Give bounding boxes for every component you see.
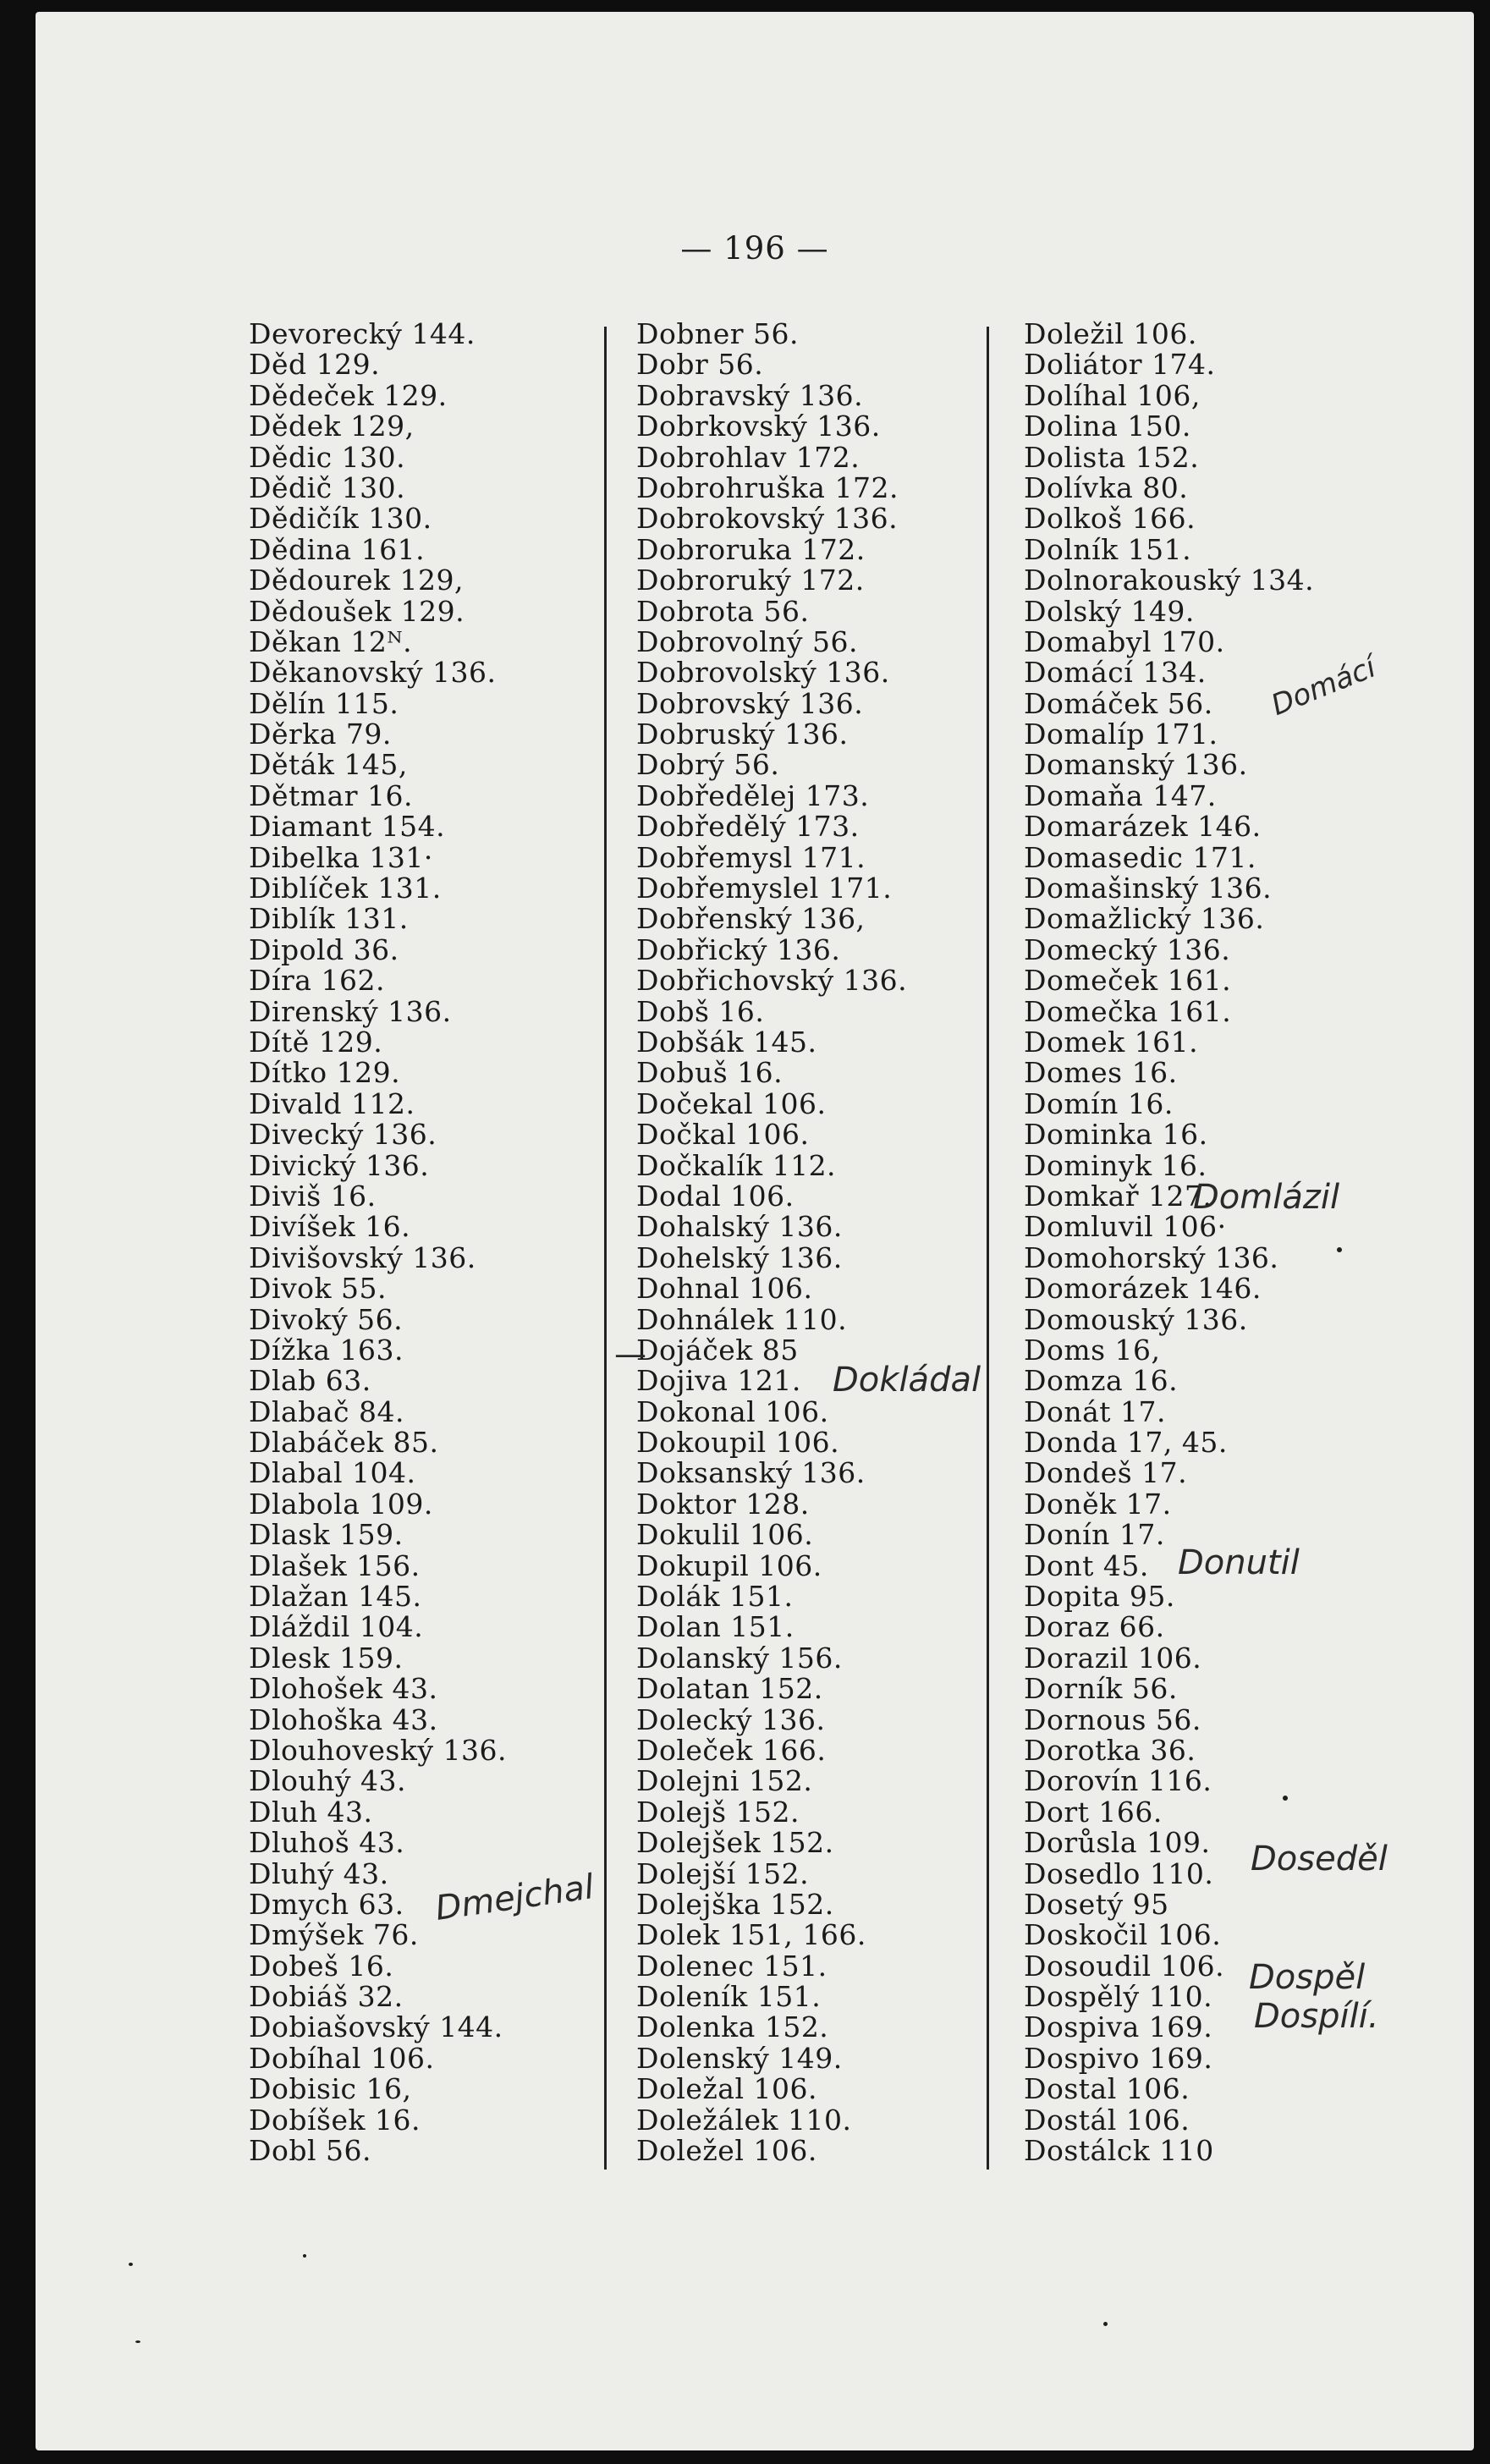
name-entry: Dosedlo 110. [1024, 1856, 1214, 1890]
name-entry: Domasedic 171. [1024, 840, 1256, 874]
name-entry: Dolejni 152. [636, 1764, 813, 1798]
name-entry: Dobšák 145. [636, 1025, 817, 1059]
name-entry: Dluh 43. [249, 1795, 373, 1829]
name-entry: Dobl 56. [249, 2134, 371, 2168]
name-entry: Dohnal 106. [636, 1272, 813, 1306]
name-entry: Dobrota 56. [636, 594, 810, 628]
name-entry: Dočkalík 112. [636, 1148, 837, 1182]
handwritten-note-dosedel: Doseděl [1251, 1840, 1388, 1878]
name-entry: Domabyl 170. [1024, 624, 1225, 658]
name-entry: Dobředělej 173. [636, 778, 870, 812]
name-entry: Dopita 95. [1024, 1580, 1175, 1614]
name-entry: Dipold 36. [249, 932, 399, 966]
name-entry: Dokulil 106. [636, 1518, 814, 1552]
name-entry: Doležálek 110. [636, 2103, 852, 2137]
name-entry: Dobrovolský 136. [636, 656, 890, 690]
name-entry: Domaňa 147. [1024, 778, 1217, 812]
name-entry: Divíšek 16. [249, 1210, 411, 1244]
name-entry: Divoký 56. [249, 1302, 404, 1336]
name-entry: Dolejš 152. [636, 1795, 800, 1829]
name-entry: Dmych 63. [249, 1887, 404, 1921]
name-entry: Domecký 136. [1024, 932, 1231, 966]
name-entry: Dorovín 116. [1024, 1764, 1212, 1798]
name-entry: Domašinský 136. [1024, 872, 1273, 905]
name-entry: Dominyk 16. [1024, 1148, 1207, 1182]
name-entry: Dobrovský 136. [636, 686, 864, 720]
name-entry: Dítko 129. [249, 1056, 401, 1090]
handwritten-note-dmejchal: Dmejchal [432, 1867, 597, 1928]
name-entry: Doliátor 174. [1024, 348, 1216, 382]
name-entry: Dlabač 84. [249, 1394, 404, 1428]
name-entry: Dohalský 136. [636, 1210, 843, 1244]
name-entry: Diblík 131. [249, 902, 409, 936]
name-entry: Dětmar 16. [249, 778, 413, 812]
name-entry: Dlask 159. [249, 1518, 404, 1552]
ink-speck [135, 2340, 140, 2343]
name-entry: Dolkoš 166. [1024, 502, 1196, 536]
name-entry: Dobíšek 16. [249, 2103, 421, 2137]
name-entry: Dmýšek 76. [249, 1918, 419, 1952]
handwritten-note-dokladal: Dokládal [833, 1361, 981, 1400]
name-entry: Dorůsla 109. [1024, 1826, 1211, 1860]
name-entry: Dědina 161. [249, 532, 426, 566]
name-entry: Domín 16. [1024, 1086, 1174, 1120]
name-entry: Dlohoška 43. [249, 1702, 438, 1736]
ink-speck [1283, 1796, 1288, 1801]
name-entry: Doms 16, [1024, 1333, 1161, 1367]
name-entry: Dolenka 152. [636, 2010, 829, 2044]
name-entry: Domkař 127. [1024, 1179, 1212, 1213]
name-entry: Dokupil 106. [636, 1548, 822, 1582]
name-entry: Doležel 106. [636, 2134, 817, 2168]
name-entry: Dlouhoveský 136. [249, 1733, 507, 1767]
name-entry: Divický 136. [249, 1148, 430, 1182]
name-entry: Dobner 56. [636, 317, 799, 350]
name-entry: Dobrohlav 172. [636, 440, 860, 474]
name-entry: Dolista 152. [1024, 440, 1200, 474]
name-entry: Dědoušek 129. [249, 594, 465, 628]
name-entry: Dobřemyslel 171. [636, 872, 893, 905]
name-entry: Dolenec 151. [636, 1949, 827, 1983]
ink-speck [129, 2263, 133, 2266]
name-entry: Dědič 130. [249, 470, 406, 504]
name-entry: Domalíp 171. [1024, 718, 1218, 751]
name-entry: Doleček 166. [636, 1733, 827, 1767]
name-entry: Donda 17, 45. [1024, 1426, 1228, 1460]
name-column-3 [1024, 319, 1421, 2166]
name-entry: Děták 145, [249, 748, 408, 782]
name-entry: Divok 55. [249, 1272, 387, 1306]
scanned-page [36, 12, 1474, 2450]
name-entry: Dolíhal 106, [1024, 378, 1201, 412]
name-entry: Dokoupil 106. [636, 1426, 840, 1460]
name-entry: Dluhoš 43. [249, 1826, 405, 1860]
name-entry: Dospiva 169. [1024, 2010, 1213, 2044]
name-entry: Dohnálek 110. [636, 1302, 848, 1336]
name-entry: Dlesk 159. [249, 1641, 404, 1675]
name-entry: Děd 129. [249, 348, 381, 382]
name-entry: Dluhý 43. [249, 1856, 389, 1890]
name-entry: Direnský 136. [249, 994, 452, 1028]
name-entry: Dolák 151. [636, 1580, 794, 1614]
name-entry: Domluvil 106· [1024, 1210, 1227, 1244]
name-entry: Dokonal 106. [636, 1394, 829, 1428]
name-entry: Dolnorakouský 134. [1024, 564, 1315, 597]
name-entry: Dočekal 106. [636, 1086, 827, 1120]
name-entry: Dobisic 16, [249, 2072, 412, 2106]
name-entry: Dorazil 106. [1024, 1641, 1202, 1675]
name-entry: Dobiašovský 144. [249, 2010, 503, 2044]
name-entry: Dosetý 95 [1024, 1887, 1169, 1921]
handwritten-dash: — [614, 1335, 646, 1372]
name-entry: Dobrokovský 136. [636, 502, 899, 536]
name-entry: Dobš 16. [636, 994, 765, 1028]
name-entry: Dědičík 130. [249, 502, 432, 536]
name-entry: Díra 162. [249, 964, 385, 998]
name-entry: Dolenský 149. [636, 2041, 843, 2075]
name-entry: Děkan 12ᴺ. [249, 624, 413, 658]
name-entry: Dolejška 152. [636, 1887, 834, 1921]
name-entry: Dobuš 16. [636, 1056, 783, 1090]
name-entry: Dobroruký 172. [636, 564, 865, 597]
name-entry: Dobíhal 106. [249, 2041, 435, 2075]
handwritten-note-domaci: Domácí [1267, 650, 1381, 723]
name-entry: Dolský 149. [1024, 594, 1195, 628]
name-entry: Diviš 16. [249, 1179, 377, 1213]
name-entry: Donát 17. [1024, 1394, 1166, 1428]
name-entry: Dohelský 136. [636, 1240, 843, 1274]
name-entry: Divecký 136. [249, 1118, 437, 1152]
handwritten-note-domlazil: Domlázil [1193, 1178, 1340, 1217]
name-entry: Domečka 161. [1024, 994, 1232, 1028]
name-entry: Dolanský 156. [636, 1641, 843, 1675]
name-entry: Dobředělý 173. [636, 810, 860, 844]
name-entry: Dělín 115. [249, 686, 399, 720]
name-entry: Dolatan 152. [636, 1672, 823, 1706]
name-entry: Dobrohruška 172. [636, 470, 899, 504]
name-entry: Dobrý 56. [636, 748, 780, 782]
name-entry: Doktor 128. [636, 1487, 810, 1521]
page-number: — 196 — [680, 230, 829, 267]
name-entry: Doraz 66. [1024, 1610, 1165, 1644]
name-entry: Dojáček 85 [636, 1333, 799, 1367]
handwritten-note-dospili: Dospílí. [1254, 1997, 1379, 2036]
name-entry: Dostal 106. [1024, 2072, 1190, 2106]
name-entry: Domek 161. [1024, 1025, 1199, 1059]
name-entry: Dobiáš 32. [249, 1980, 404, 2014]
name-entry: Dolívka 80. [1024, 470, 1189, 504]
handwritten-note-dospel: Dospěl [1249, 1958, 1366, 1997]
name-entry: Domorázek 146. [1024, 1272, 1262, 1306]
name-entry: Dlouhý 43. [249, 1764, 407, 1798]
ink-speck [303, 2254, 306, 2258]
name-entry: Dobeš 16. [249, 1949, 394, 1983]
name-entry: Dominka 16. [1024, 1118, 1208, 1152]
name-entry: Dolan 151. [636, 1610, 794, 1644]
handwritten-note-donutil: Donutil [1178, 1543, 1300, 1582]
name-entry: Domarázek 146. [1024, 810, 1262, 844]
name-entry: Dlab 63. [249, 1364, 371, 1398]
name-entry: Dědeček 129. [249, 378, 448, 412]
name-entry: Domza 16. [1024, 1364, 1179, 1398]
name-entry: Domanský 136. [1024, 748, 1248, 782]
name-entry: Dlažan 145. [249, 1580, 422, 1614]
name-entry: Dobřenský 136, [636, 902, 866, 936]
name-entry: Dlohošek 43. [249, 1672, 438, 1706]
name-entry: Dlabáček 85. [249, 1426, 439, 1460]
name-entry: Dláždil 104. [249, 1610, 424, 1644]
name-entry: Dornous 56. [1024, 1702, 1201, 1736]
name-entry: Dočkal 106. [636, 1118, 810, 1152]
name-entry: Dodal 106. [636, 1179, 794, 1213]
name-entry: Domouský 136. [1024, 1302, 1248, 1336]
name-entry: Dolecký 136. [636, 1702, 826, 1736]
ink-speck [1103, 2322, 1108, 2326]
name-entry: Divišovský 136. [249, 1240, 476, 1274]
ink-speck [1337, 1247, 1342, 1252]
name-entry: Domáček 56. [1024, 686, 1213, 720]
name-entry: Dobrkovský 136. [636, 410, 881, 443]
name-entry: Dolejšek 152. [636, 1826, 834, 1860]
name-entry: Devorecký 144. [249, 317, 476, 350]
name-entry: Diamant 154. [249, 810, 446, 844]
name-entry: Dobruský 136. [636, 718, 849, 751]
name-entry: Dojiva 121. [636, 1364, 801, 1398]
name-entry: Dondeš 17. [1024, 1456, 1188, 1490]
name-entry: Divald 112. [249, 1086, 415, 1120]
name-entry: Dolejší 152. [636, 1856, 810, 1890]
name-entry: Dostálck 110 [1024, 2134, 1214, 2168]
name-entry: Dospělý 110. [1024, 1980, 1213, 2014]
name-entry: Dědourek 129, [249, 564, 464, 597]
name-entry: Dolina 150. [1024, 410, 1191, 443]
name-entry: Doležal 106. [636, 2072, 817, 2106]
name-entry: Domeček 161. [1024, 964, 1232, 998]
name-entry: Domes 16. [1024, 1056, 1178, 1090]
name-entry: Dobr 56. [636, 348, 764, 382]
name-entry: Domácí 134. [1024, 656, 1207, 690]
name-entry: Dlašek 156. [249, 1548, 421, 1582]
name-entry: Dobrovolný 56. [636, 624, 859, 658]
name-entry: Dorník 56. [1024, 1672, 1178, 1706]
name-entry: Dolek 151, 166. [636, 1918, 866, 1952]
name-entry: Doskočil 106. [1024, 1918, 1222, 1952]
name-entry: Dítě 129. [249, 1025, 383, 1059]
name-entry: Dort 166. [1024, 1795, 1163, 1829]
name-entry: Dosoudil 106. [1024, 1949, 1225, 1983]
name-entry: Dobřický 136. [636, 932, 841, 966]
name-entry: Děrka 79. [249, 718, 392, 751]
name-entry: Dědic 130. [249, 440, 406, 474]
name-entry: Donín 17. [1024, 1518, 1165, 1552]
name-entry: Doleník 151. [636, 1980, 822, 2014]
name-entry: Domohorský 136. [1024, 1240, 1279, 1274]
name-entry: Dobřichovský 136. [636, 964, 908, 998]
name-entry: Dolník 151. [1024, 532, 1192, 566]
name-column-2 [636, 319, 1009, 2166]
name-entry: Domažlický 136. [1024, 902, 1265, 936]
name-entry: Dostál 106. [1024, 2103, 1190, 2137]
name-entry: Dont 45. [1024, 1548, 1149, 1582]
name-entry: Dědek 129, [249, 410, 415, 443]
name-entry: Doksanský 136. [636, 1456, 866, 1490]
name-entry: Dobřemysl 171. [636, 840, 866, 874]
name-entry: Dobroruka 172. [636, 532, 866, 566]
name-entry: Diblíček 131. [249, 872, 442, 905]
name-entry: Dospivo 169. [1024, 2041, 1213, 2075]
name-entry: Dorotka 36. [1024, 1733, 1196, 1767]
name-entry: Doněk 17. [1024, 1487, 1172, 1521]
name-entry: Dibelka 131· [249, 840, 433, 874]
name-entry: Dížka 163. [249, 1333, 404, 1367]
name-entry: Doležil 106. [1024, 317, 1197, 350]
name-entry: Dlabal 104. [249, 1456, 416, 1490]
name-entry: Dobravský 136. [636, 378, 864, 412]
name-entry: Dlabola 109. [249, 1487, 433, 1521]
name-entry: Děkanovský 136. [249, 656, 497, 690]
